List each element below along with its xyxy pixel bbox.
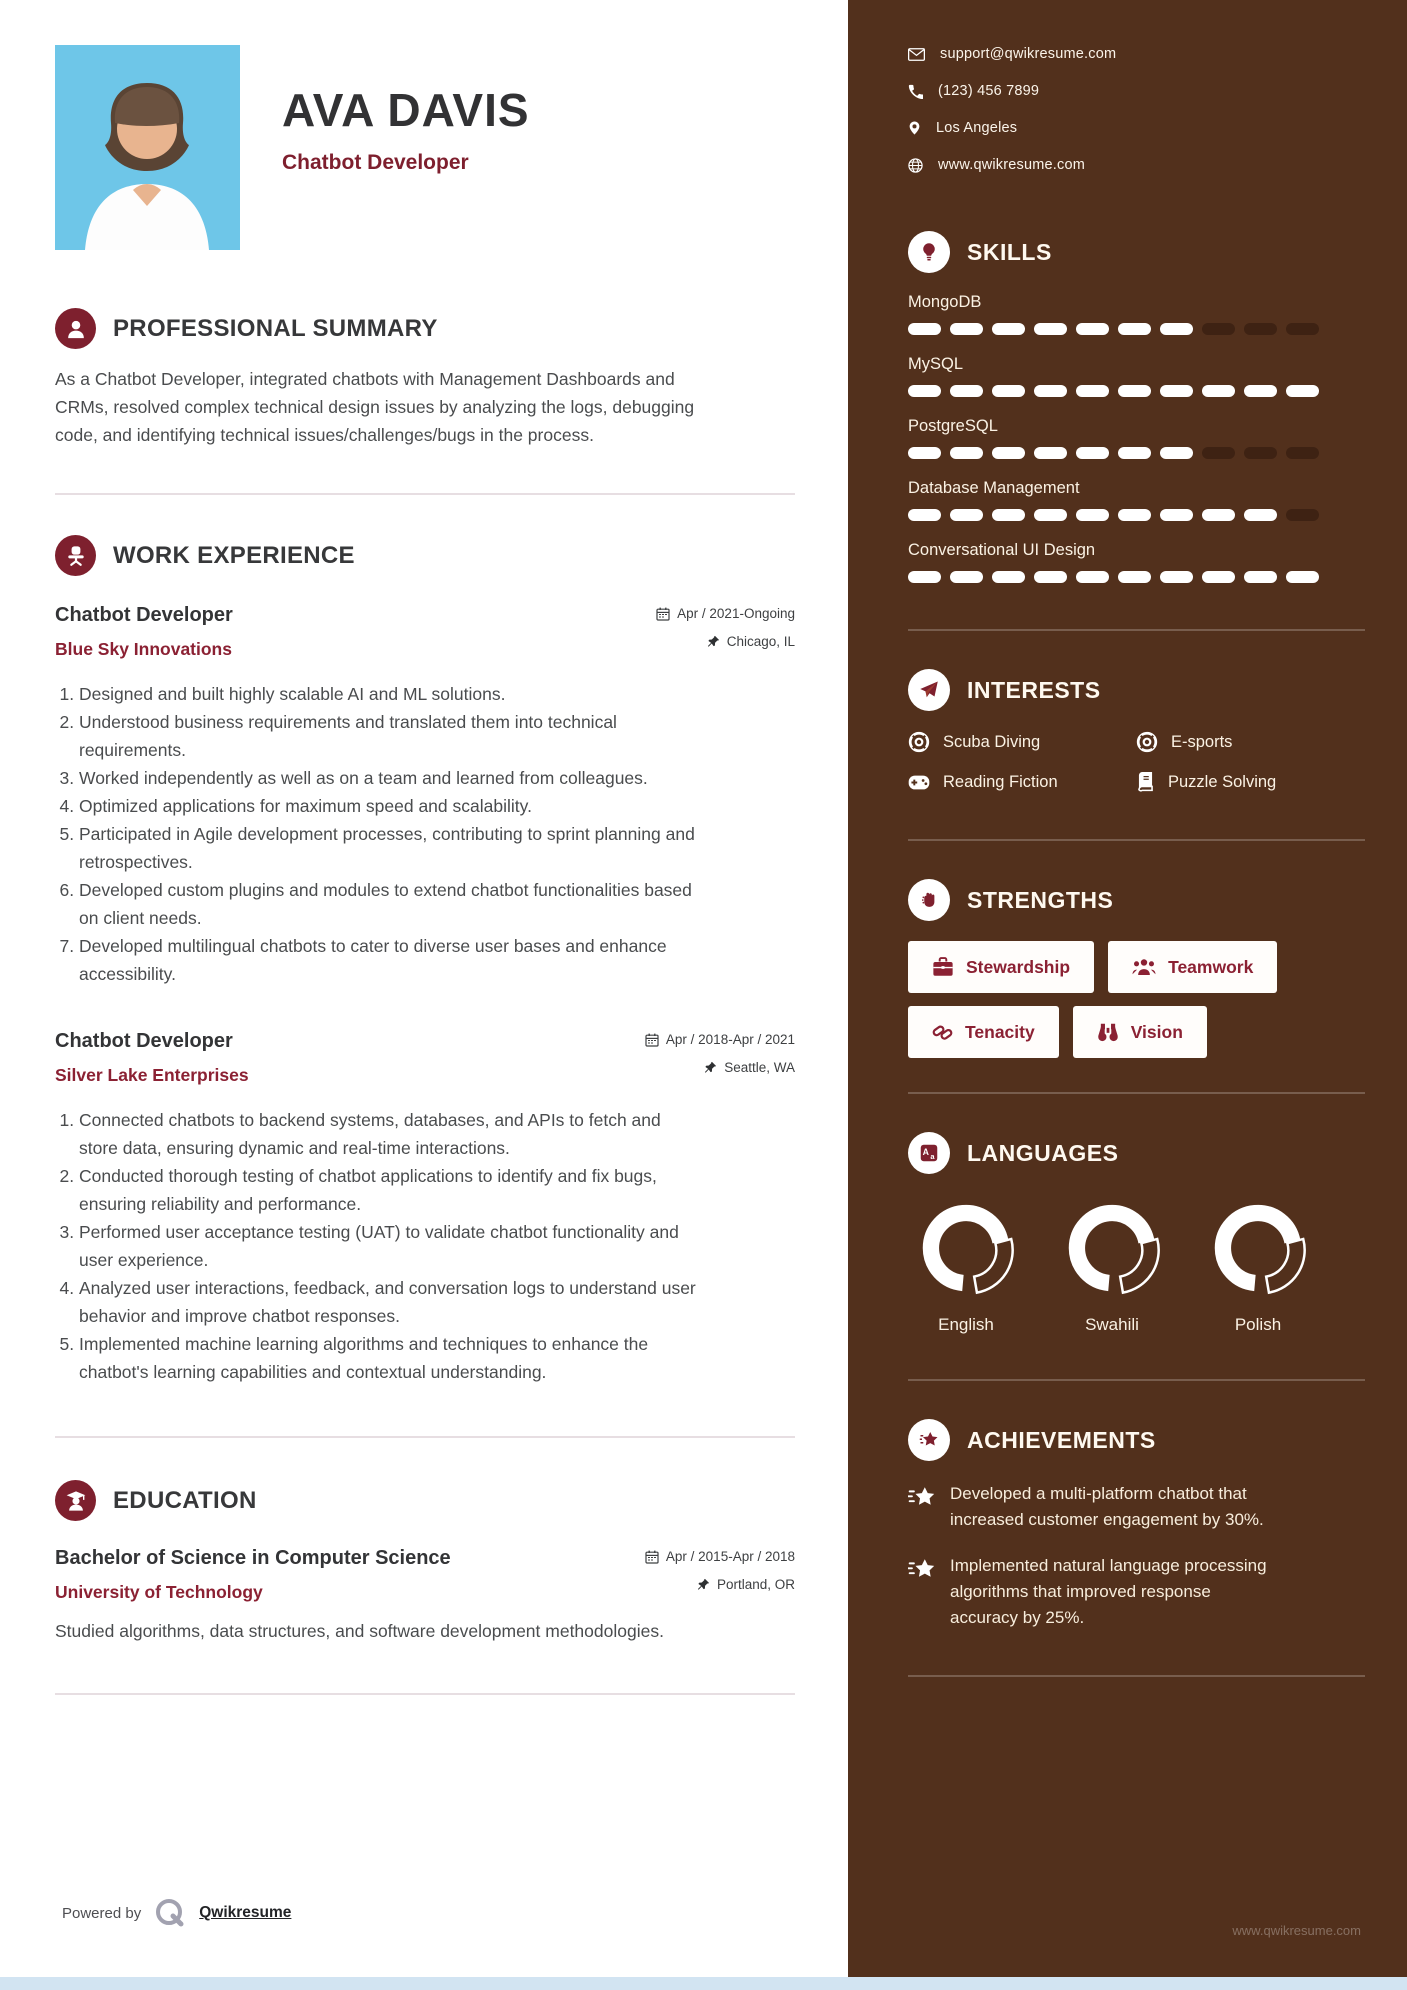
skill-name: Conversational UI Design — [908, 541, 1096, 559]
skill-pill — [1286, 385, 1319, 397]
skill-pill — [992, 447, 1025, 459]
strength-chip — [908, 941, 1094, 993]
skill-pill — [1076, 323, 1109, 335]
skill-pill — [1202, 323, 1235, 335]
skill-pill — [1160, 447, 1193, 459]
binoculars-icon — [1097, 1022, 1119, 1042]
skill-item — [908, 355, 1365, 397]
person-icon — [55, 308, 96, 349]
skill-pill — [1244, 385, 1277, 397]
section-divider — [55, 493, 795, 495]
language-item — [916, 1200, 1016, 1335]
skill-pill — [908, 571, 941, 583]
skill-pill — [950, 323, 983, 335]
person-job-title: Chatbot Developer — [282, 151, 469, 174]
strength-chip — [1108, 941, 1277, 993]
skill-level-bar — [908, 385, 1365, 397]
education-section-heading — [55, 1480, 795, 1521]
education-degree: Bachelor of Science in Computer Science — [55, 1547, 451, 1569]
job-bullet: 4. Analyzed user interactions, feedback, and conversation logs to understand user behavior and improve chatbot responses. — [79, 1274, 700, 1330]
language-donut-chart — [1210, 1200, 1306, 1296]
contact-email-row — [908, 46, 1365, 62]
skill-pill — [1286, 571, 1319, 583]
sidebar-watermark: www.qwikresume.com — [1232, 1923, 1361, 1938]
briefcase-icon — [932, 957, 954, 977]
language-label: Swahili — [1085, 1315, 1139, 1334]
book-icon — [1136, 772, 1155, 793]
skill-pill — [1244, 447, 1277, 459]
strength-label: Vision — [1130, 1021, 1183, 1042]
interest-item — [908, 772, 1136, 793]
skill-pill — [908, 323, 941, 335]
interests-section — [908, 669, 1365, 793]
life-ring-icon — [908, 731, 930, 753]
skill-pill — [1244, 323, 1277, 335]
job-company: Silver Lake Enterprises — [55, 1065, 249, 1085]
calendar-icon — [645, 1033, 659, 1047]
contact-phone-row — [908, 83, 1365, 99]
skill-pill — [1034, 323, 1067, 335]
skill-pill — [992, 323, 1025, 335]
job-bullet: 4. Optimized applications for maximum speed and scalability. — [79, 792, 700, 820]
pushpin-icon — [707, 635, 720, 648]
skill-level-bar — [908, 509, 1365, 521]
interest-item — [1136, 731, 1365, 753]
strengths-section — [908, 879, 1365, 1058]
skill-pill — [1160, 385, 1193, 397]
achievement-item — [908, 1481, 1268, 1533]
languages-title: LANGUAGES — [967, 1139, 1119, 1166]
interests-section-heading — [908, 669, 1365, 711]
sidebar-divider — [908, 1379, 1365, 1381]
users-icon — [1132, 957, 1156, 977]
interests-title: INTERESTS — [967, 676, 1101, 703]
contact-location-row — [908, 120, 1365, 136]
skill-name: PostgreSQL — [908, 417, 998, 435]
job-entry — [55, 1030, 795, 1386]
strength-label: Teamwork — [1168, 956, 1254, 977]
skill-name: MongoDB — [908, 293, 982, 311]
education-title: EDUCATION — [113, 1486, 257, 1514]
skill-name: MySQL — [908, 355, 964, 373]
skill-pill — [1118, 447, 1151, 459]
language-item — [1208, 1200, 1308, 1335]
skill-pill — [1160, 509, 1193, 521]
skill-pill — [1244, 571, 1277, 583]
interest-label: Reading Fiction — [943, 773, 1058, 791]
sidebar-divider — [908, 839, 1365, 841]
achievements-section — [908, 1419, 1365, 1631]
job-location: Seattle, WA — [724, 1060, 795, 1075]
skill-pill — [1244, 509, 1277, 521]
work-title: WORK EXPERIENCE — [113, 541, 355, 569]
graduate-icon — [55, 1480, 96, 1521]
skill-pill — [908, 385, 941, 397]
section-divider — [55, 1693, 795, 1695]
skill-pill — [1076, 385, 1109, 397]
sidebar-divider — [908, 629, 1365, 631]
skill-pill — [1118, 509, 1151, 521]
education-dates: Apr / 2015-Apr / 2018 — [665, 1549, 795, 1564]
education-entry — [55, 1547, 795, 1645]
strength-chip — [1073, 1006, 1207, 1058]
strengths-title: STRENGTHS — [967, 886, 1114, 913]
education-school: University of Technology — [55, 1582, 263, 1602]
phone-icon — [908, 84, 923, 99]
education-location: Portland, OR — [716, 1577, 795, 1592]
job-bullet: 1. Designed and built highly scalable AI and ML solutions. — [79, 680, 700, 708]
strength-chip — [908, 1006, 1059, 1058]
skill-pill — [1118, 571, 1151, 583]
skill-pill — [1202, 447, 1235, 459]
office-chair-icon — [55, 535, 96, 576]
skills-title: SKILLS — [967, 238, 1052, 265]
skill-pill — [1034, 447, 1067, 459]
skill-pill — [1034, 571, 1067, 583]
gamepad-icon — [908, 774, 930, 791]
skill-pill — [950, 447, 983, 459]
achievement-text: Developed a multi-platform chatbot that increased customer engagement by 30%. — [950, 1484, 1264, 1529]
calendar-icon — [656, 607, 670, 621]
skill-pill — [1076, 571, 1109, 583]
summary-title: PROFESSIONAL SUMMARY — [113, 314, 438, 342]
language-label: English — [938, 1315, 994, 1334]
job-title: Chatbot Developer — [55, 604, 233, 626]
skill-pill — [1034, 385, 1067, 397]
job-bullet: 1. Connected chatbots to backend systems, databases, and APIs to fetch and store data, ensuring dynamic and real-time interactions. — [79, 1106, 700, 1162]
language-donut-chart — [1064, 1200, 1160, 1296]
sidebar-divider — [908, 1092, 1365, 1094]
contact-email[interactable]: support@qwikresume.com — [940, 46, 1117, 62]
job-bullet: 2. Understood business requirements and translated them into technical requirements. — [79, 708, 700, 764]
sidebar-divider — [908, 1675, 1365, 1677]
skill-item — [908, 293, 1365, 335]
resume-header — [55, 45, 795, 250]
paper-plane-icon — [908, 669, 950, 711]
map-marker-icon — [908, 120, 921, 136]
job-bullet: 2. Conducted thorough testing of chatbot applications to identify and fix bugs, ensuring reliability and performance. — [79, 1162, 700, 1218]
skill-pill — [992, 509, 1025, 521]
education-description: Studied algorithms, data structures, and software development methodologies. — [55, 1621, 664, 1641]
job-bullet: 3. Worked independently as well as on a team and learned from colleagues. — [79, 764, 700, 792]
interest-item — [908, 731, 1136, 753]
skill-name: Database Management — [908, 479, 1080, 497]
lightbulb-icon — [908, 231, 950, 273]
svg-text:a: a — [930, 1151, 935, 1161]
interest-label: E-sports — [1171, 732, 1233, 751]
job-bullet: 5. Participated in Agile development processes, contributing to sprint planning and retrospectives. — [79, 820, 700, 876]
skill-item — [908, 541, 1365, 583]
bottom-strip — [0, 1977, 1407, 1990]
sidebar — [848, 0, 1407, 1990]
skill-pill — [992, 571, 1025, 583]
skill-pill — [950, 571, 983, 583]
skill-pill — [1286, 323, 1319, 335]
strength-label: Stewardship — [966, 956, 1071, 977]
skill-pill — [1202, 509, 1235, 521]
svg-text:A: A — [922, 1147, 929, 1157]
skill-pill — [1286, 447, 1319, 459]
contact-location: Los Angeles — [936, 120, 1018, 136]
interest-label: Puzzle Solving — [1168, 773, 1277, 791]
globe-icon — [908, 158, 923, 173]
job-bullet-list — [55, 1106, 700, 1386]
job-bullet: 6. Developed custom plugins and modules to extend chatbot functionalities based on client needs. — [79, 876, 700, 932]
skill-pill — [950, 385, 983, 397]
interest-item — [1136, 772, 1365, 793]
skill-level-bar — [908, 323, 1365, 335]
skills-section — [908, 231, 1365, 583]
skill-pill — [1160, 323, 1193, 335]
summary-section-heading — [55, 308, 795, 349]
job-title: Chatbot Developer — [55, 1030, 233, 1052]
calendar-icon — [645, 1550, 659, 1564]
powered-by-label: Powered by — [62, 1904, 142, 1922]
job-dates: Apr / 2021-Ongoing — [677, 606, 795, 621]
pushpin-icon — [697, 1578, 710, 1591]
skill-pill — [950, 509, 983, 521]
interest-label: Scuba Diving — [943, 732, 1041, 751]
skill-item — [908, 417, 1365, 459]
section-divider — [55, 1436, 795, 1438]
contact-website[interactable]: www.qwikresume.com — [938, 157, 1086, 173]
footer — [62, 1896, 291, 1930]
job-company: Blue Sky Innovations — [55, 639, 232, 659]
qwikresume-logo-icon — [153, 1896, 187, 1930]
skill-pill — [1160, 571, 1193, 583]
skill-pill — [992, 385, 1025, 397]
qwikresume-link[interactable]: Qwikresume — [199, 1904, 292, 1921]
shooting-star-icon — [908, 1483, 936, 1511]
strength-label: Tenacity — [965, 1021, 1035, 1042]
skill-item — [908, 479, 1365, 521]
skill-pill — [908, 509, 941, 521]
skill-level-bar — [908, 571, 1365, 583]
profile-photo — [55, 45, 240, 250]
achievement-text: Implemented natural language processing algorithms that improved response accuracy by 25%. — [950, 1556, 1267, 1627]
profile-photo-illustration — [55, 45, 240, 250]
life-ring-icon — [1136, 731, 1158, 753]
language-label: Polish — [1234, 1315, 1282, 1334]
skill-pill — [1118, 323, 1151, 335]
achievements-section-heading — [908, 1419, 1365, 1461]
skill-pill — [1202, 385, 1235, 397]
person-name: AVA DAVIS — [282, 84, 530, 136]
strengths-section-heading — [908, 879, 1365, 921]
languages-section-heading — [908, 1132, 1365, 1174]
job-entry — [55, 604, 795, 988]
language-item — [1062, 1200, 1162, 1335]
skills-section-heading — [908, 231, 1365, 273]
job-bullet: 5. Implemented machine learning algorithms and techniques to enhance the chatbot's learning capabilities and contextual understanding. — [79, 1330, 700, 1386]
skill-pill — [1118, 385, 1151, 397]
languages-section — [908, 1132, 1365, 1335]
shooting-star-icon — [908, 1555, 936, 1583]
skill-pill — [1034, 509, 1067, 521]
job-bullet: 3. Performed user acceptance testing (UAT) to validate chatbot functionality and user experience. — [79, 1218, 700, 1274]
work-section-heading — [55, 535, 795, 576]
skill-pill — [1076, 509, 1109, 521]
envelope-icon — [908, 48, 925, 61]
contact-website-row — [908, 157, 1365, 173]
translate-icon — [908, 1132, 950, 1174]
language-donut-chart — [918, 1200, 1014, 1296]
achievements-title: ACHIEVEMENTS — [967, 1426, 1156, 1453]
fist-icon — [908, 879, 950, 921]
job-location: Chicago, IL — [726, 634, 795, 649]
achievement-item — [908, 1553, 1268, 1631]
skill-pill — [1286, 509, 1319, 521]
contact-phone[interactable]: (123) 456 7899 — [938, 83, 1040, 99]
skill-pill — [1202, 571, 1235, 583]
skill-pill — [1076, 447, 1109, 459]
chain-link-icon — [932, 1022, 953, 1043]
star-icon — [908, 1419, 950, 1461]
pushpin-icon — [704, 1061, 717, 1074]
summary-text: As a Chatbot Developer, integrated chatbots with Management Dashboards and CRMs, resolved complex technical design issues by analyzing the logs, debugging code, and identifying technical issues/challenges/bugs in the process. — [55, 369, 695, 445]
skill-level-bar — [908, 447, 1365, 459]
job-bullet-list — [55, 680, 700, 988]
skill-pill — [908, 447, 941, 459]
job-dates: Apr / 2018-Apr / 2021 — [665, 1032, 795, 1047]
job-bullet: 7. Developed multilingual chatbots to cater to diverse user bases and enhance accessibility. — [79, 932, 700, 988]
